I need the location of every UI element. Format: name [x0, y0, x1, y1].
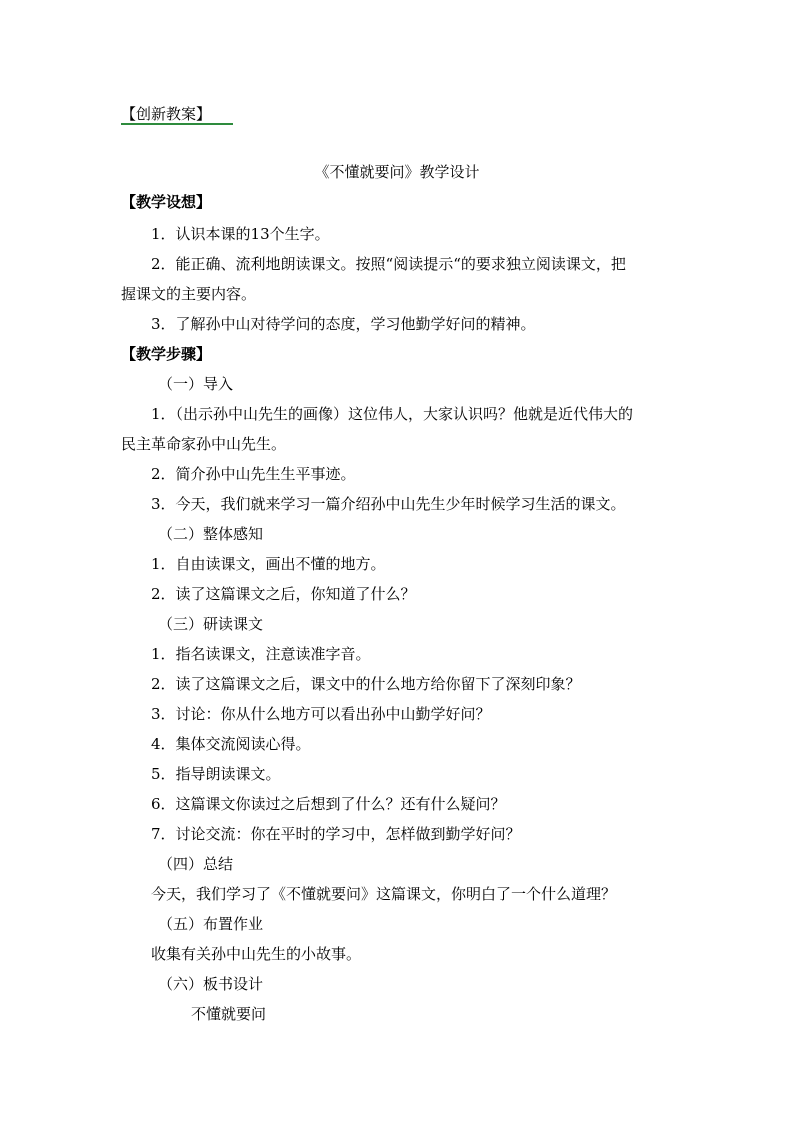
step6-text: 不懂就要问	[191, 1005, 267, 1023]
step3-item-4: 4．集体交流阅读心得。	[151, 735, 311, 753]
design-item-2-cont: 握课文的主要内容。	[121, 285, 257, 303]
step2-item-1: 1．自由读课文，画出不懂的地方。	[151, 555, 386, 573]
section-heading-steps: 【教学步骤】	[121, 345, 212, 363]
design-item-3: 3．了解孙中山对待学问的态度，学习他勤学好问的精神。	[151, 315, 536, 333]
step3-item-7: 7．讨论交流：你在平时的学习中，怎样做到勤学好问？	[151, 825, 521, 843]
doc-tag: 【创新教案】	[121, 105, 212, 123]
step3-item-1: 1．指名读课文，注意读准字音。	[151, 645, 371, 663]
step2-item-2: 2．读了这篇课文之后，你知道了什么？	[151, 585, 416, 603]
step4-heading: （四）总结	[158, 855, 234, 873]
step1-item-3: 3．今天，我们就来学习一篇介绍孙中山先生少年时候学习生活的课文。	[151, 495, 626, 513]
step3-item-6: 6．这篇课文你读过之后想到了什么？还有什么疑问？	[151, 795, 506, 813]
step5-text: 收集有关孙中山先生的小故事。	[151, 945, 362, 963]
design-item-1: 1．认识本课的13个生字。	[151, 225, 330, 243]
step3-heading: （三）研读课文	[158, 615, 264, 633]
step3-item-3: 3．讨论：你从什么地方可以看出孙中山勤学好问？	[151, 705, 491, 723]
step3-item-2: 2．读了这篇课文之后，课文中的什么地方给你留下了深刻印象？	[151, 675, 581, 693]
step2-heading: （二）整体感知	[158, 525, 264, 543]
step1-item-2: 2．简介孙中山先生生平事迹。	[151, 465, 356, 483]
step4-text: 今天，我们学习了《不懂就要问》这篇课文，你明白了一个什么道理？	[151, 885, 617, 903]
step6-heading: （六）板书设计	[158, 975, 264, 993]
step1-item-1-cont: 民主革命家孙中山先生。	[121, 435, 287, 453]
section-heading-design: 【教学设想】	[121, 193, 212, 211]
step3-item-5: 5．指导朗读课文。	[151, 765, 281, 783]
doc-title: 《不懂就要问》教学设计	[314, 163, 480, 181]
design-item-2: 2．能正确、流利地朗读课文。按照“阅读提示“的要求独立阅读课文，把	[151, 255, 626, 273]
step5-heading: （五）布置作业	[158, 915, 264, 933]
tag-underline	[121, 123, 233, 125]
step1-heading: （一）导入	[158, 375, 234, 393]
step1-item-1: 1．（出示孙中山先生的画像）这位伟人，大家认识吗？他就是近代伟大的	[151, 405, 634, 423]
